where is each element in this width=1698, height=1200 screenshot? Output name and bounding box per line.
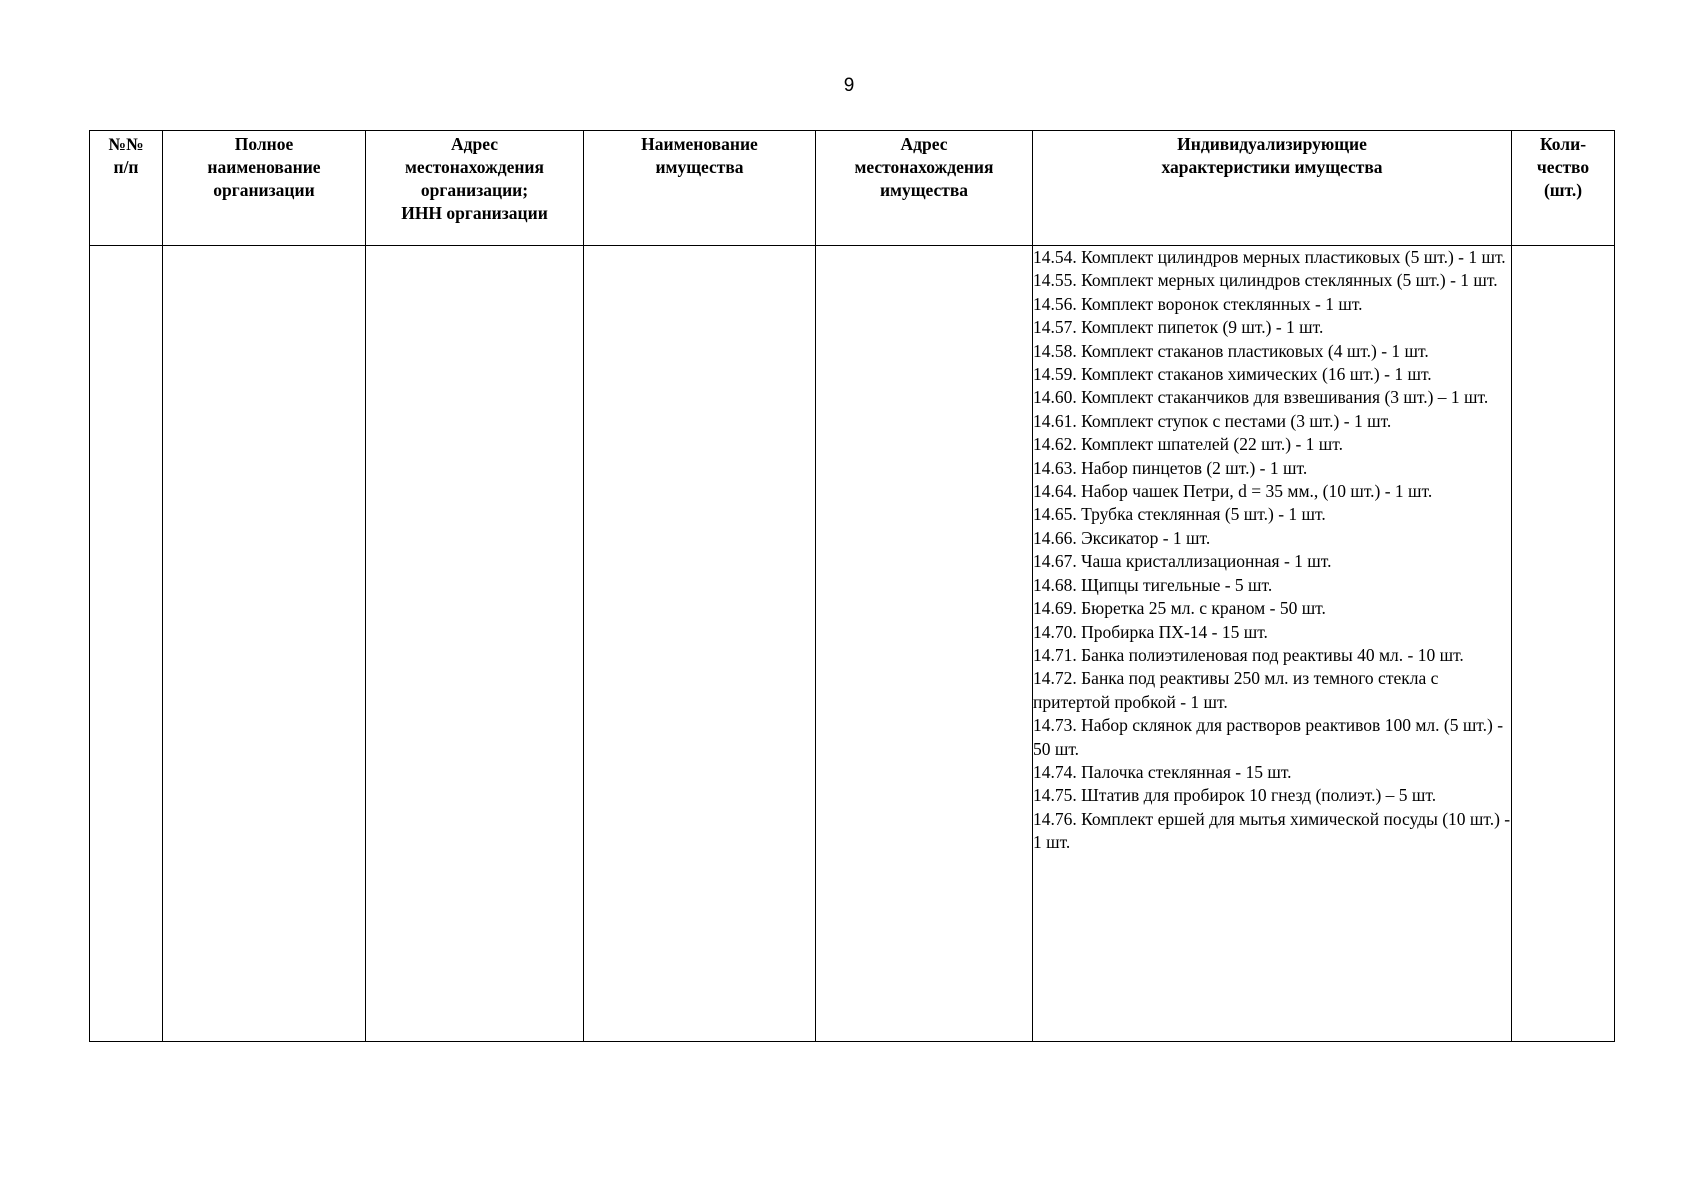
list-item: 14.69. Бюретка 25 мл. с краном - 50 шт. (1033, 598, 1326, 619)
cell-property-address (816, 246, 1033, 1042)
header-number: №№ п/п (90, 131, 163, 246)
list-item: 14.75. Штатив для пробирок 10 гнезд (полиэт.) – 5 шт. (1033, 785, 1437, 806)
list-item: 14.61. Комплект ступок с пестами (3 шт.) - 1 шт. (1033, 410, 1392, 431)
list-item: 14.72. Банка под реактивы 250 мл. из темного стекла с притертой пробкой - 1 шт. (1033, 668, 1439, 712)
page-number: 9 (843, 75, 855, 96)
header-organization-name: Полное наименование организации (163, 131, 366, 246)
cell-organization-address (366, 246, 584, 1042)
header-property-address: Адрес местонахождения имущества (816, 131, 1033, 246)
property-table (89, 130, 1615, 1042)
list-item: 14.71. Банка полиэтиленовая под реактивы 40 мл. - 10 шт. (1033, 644, 1464, 665)
list-item: 14.55. Комплект мерных цилиндров стеклянных (5 шт.) - 1 шт. (1033, 270, 1498, 291)
cell-organization-name (163, 246, 366, 1042)
list-item: 14.59. Комплект стаканов химических (16 шт.) - 1 шт. (1033, 364, 1432, 385)
list-item: 14.58. Комплект стаканов пластиковых (4 шт.) - 1 шт. (1033, 340, 1429, 361)
list-item: 14.76. Комплект ершей для мытья химической посуды (10 шт.) - 1 шт. (1033, 808, 1511, 853)
list-item: 14.67. Чаша кристаллизационная - 1 шт. (1033, 551, 1332, 572)
list-item: 14.70. Пробирка ПХ-14 - 15 шт. (1033, 621, 1268, 642)
header-property-name: Наименование имущества (584, 131, 816, 246)
cell-quantity (1512, 246, 1615, 1042)
list-item: 14.54. Комплект цилиндров мерных пластиковых (5 шт.) - 1 шт. (1033, 247, 1506, 267)
cell-characteristics (1033, 246, 1512, 1042)
header-characteristics: Индивидуализирующие характеристики имущества (1033, 131, 1512, 246)
cell-property-name (584, 246, 816, 1042)
list-item: 14.63. Набор пинцетов (2 шт.) - 1 шт. (1033, 457, 1308, 478)
list-item: 14.64. Набор чашек Петри, d = 35 мм., (10 шт.) - 1 шт. (1033, 481, 1433, 502)
table-row (90, 246, 1615, 1042)
list-item: 14.73. Набор склянок для растворов реактивов 100 мл. (5 шт.) - 50 шт. (1033, 715, 1504, 759)
list-item: 14.57. Комплект пипеток (9 шт.) - 1 шт. (1033, 317, 1324, 338)
list-item: 14.56. Комплект воронок стеклянных - 1 шт. (1033, 293, 1363, 314)
list-item: 14.60. Комплект стаканчиков для взвешивания (3 шт.) – 1 шт. (1033, 387, 1489, 408)
list-item: 14.68. Щипцы тигельные - 5 шт. (1033, 574, 1273, 595)
header-quantity: Коли- чество (шт.) (1512, 131, 1615, 246)
cell-number (90, 246, 163, 1042)
table-header-row (90, 131, 1615, 246)
header-organization-address: Адрес местонахождения организации; ИНН организации (366, 131, 584, 246)
list-item: 14.62. Комплект шпателей (22 шт.) - 1 шт. (1033, 434, 1343, 455)
list-item: 14.65. Трубка стеклянная (5 шт.) - 1 шт. (1033, 504, 1326, 525)
list-item: 14.66. Эксикатор - 1 шт. (1033, 527, 1211, 548)
list-item: 14.74. Палочка стеклянная - 15 шт. (1033, 761, 1292, 782)
